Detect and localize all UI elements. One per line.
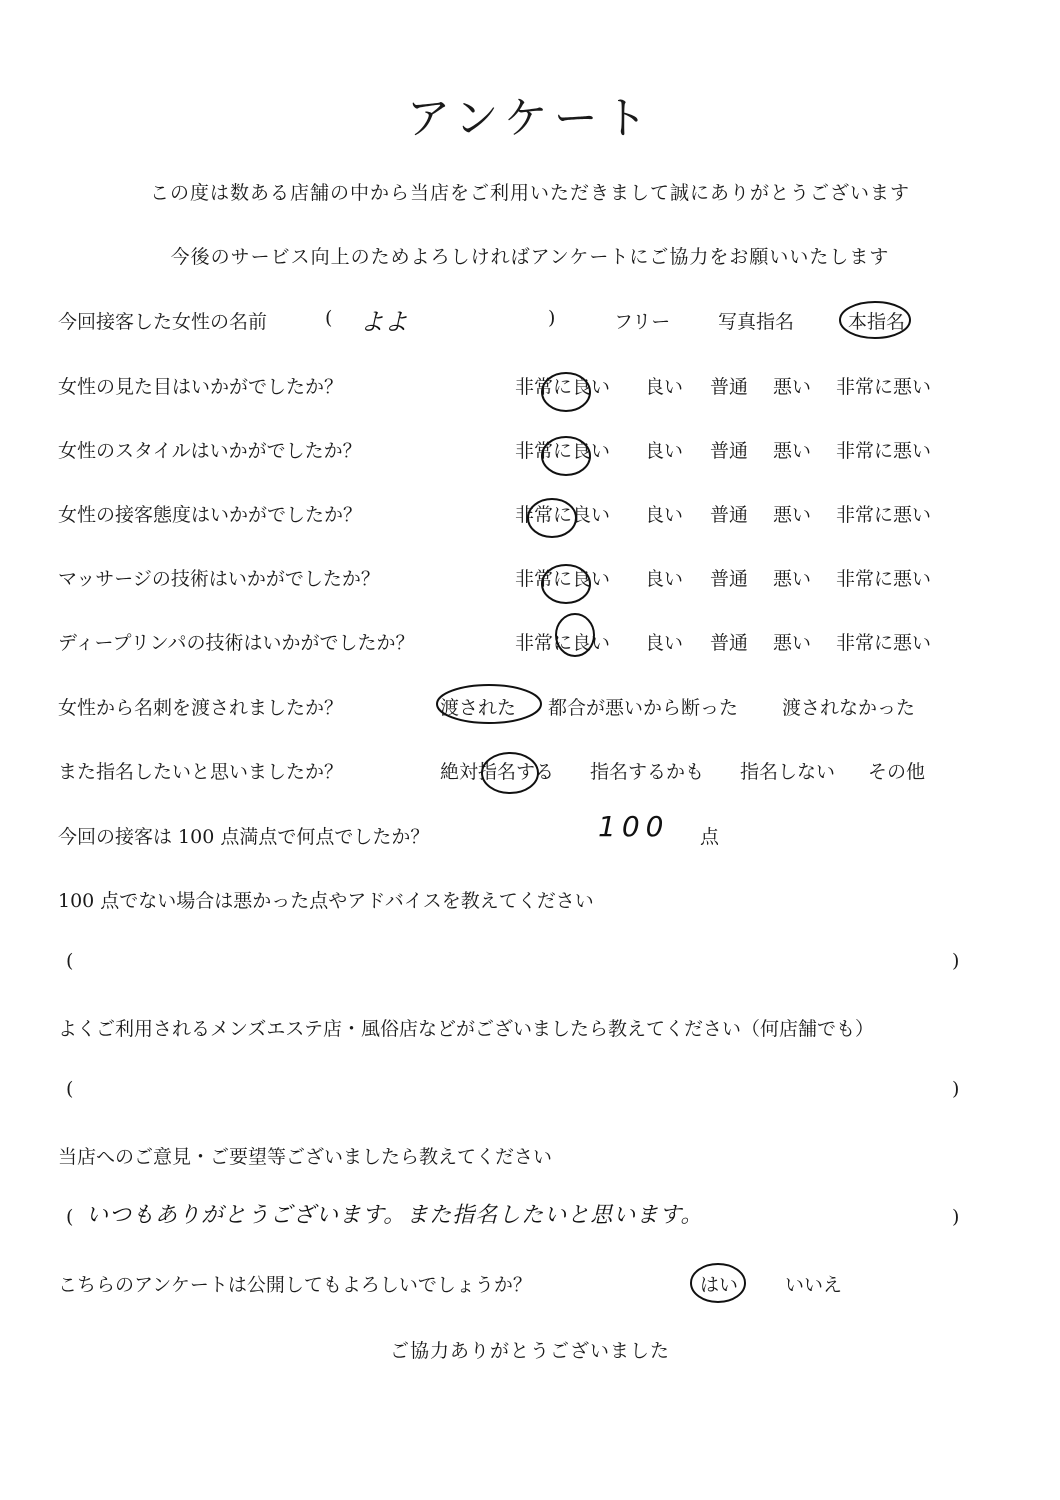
rating-appearance-very-good[interactable]: 非常に良い: [515, 376, 611, 398]
rating-attitude-very-bad[interactable]: 非常に悪い: [836, 504, 932, 526]
rating-deep-lymph-very-good[interactable]: 非常に良い: [515, 632, 611, 654]
rating-attitude-bad[interactable]: 悪い: [773, 504, 812, 526]
option-publish-yes[interactable]: はい: [700, 1274, 739, 1296]
opinion-open-paren: (: [66, 1206, 74, 1228]
rating-massage-very-good[interactable]: 非常に良い: [515, 568, 611, 590]
option-other[interactable]: その他: [868, 761, 926, 783]
rating-style-very-good[interactable]: 非常に良い: [515, 440, 611, 462]
rating-attitude-very-good[interactable]: 非常に良い: [515, 504, 611, 526]
rating-style-very-bad[interactable]: 非常に悪い: [836, 440, 932, 462]
question-opinion: 当店へのご意見・ご要望等ございましたら教えてください: [58, 1146, 553, 1168]
rating-style-good[interactable]: 良い: [645, 440, 684, 462]
name-close-paren: ): [548, 307, 556, 329]
option-card-not-received[interactable]: 渡されなかった: [782, 697, 916, 719]
question-deep-lymph: ディープリンパの技術はいかがでしたか？: [58, 632, 415, 654]
advice-close-paren: ): [952, 950, 960, 972]
rating-massage-normal[interactable]: 普通: [710, 568, 749, 590]
rating-deep-lymph-good[interactable]: 良い: [645, 632, 684, 654]
rating-appearance-normal[interactable]: 普通: [710, 376, 749, 398]
rating-massage-bad[interactable]: 悪い: [773, 568, 812, 590]
question-massage: マッサージの技術はいかがでしたか？: [58, 568, 380, 590]
option-maybe-nominate[interactable]: 指名するかも: [590, 761, 705, 783]
rating-massage-good[interactable]: 良い: [645, 568, 684, 590]
score-answer[interactable]: 100: [598, 810, 670, 843]
option-card-received[interactable]: 渡された: [440, 697, 517, 719]
question-attitude: 女性の接客態度はいかがでしたか？: [58, 504, 363, 526]
name-open-paren: (: [325, 307, 333, 329]
advice-open-paren: (: [66, 950, 74, 972]
rating-attitude-good[interactable]: 良い: [645, 504, 684, 526]
question-appearance: 女性の見た目はいかがでしたか？: [58, 376, 344, 398]
rating-style-bad[interactable]: 悪い: [773, 440, 812, 462]
option-photo-nomination[interactable]: 写真指名: [718, 311, 795, 333]
rating-appearance-bad[interactable]: 悪い: [773, 376, 812, 398]
other-shops-close-paren: ): [952, 1078, 960, 1100]
question-score: 今回の接客は 100 点満点で何点でしたか？: [58, 826, 430, 848]
option-real-nomination[interactable]: 本指名: [848, 311, 906, 333]
footer-thanks: ご協力ありがとうございました: [389, 1340, 670, 1362]
intro-line-2: 今後のサービス向上のためよろしければアンケートにご協力をお願いいたします: [170, 246, 890, 268]
other-shops-open-paren: (: [66, 1078, 74, 1100]
opinion-close-paren: ): [952, 1206, 960, 1228]
question-publish: こちらのアンケートは公開してもよろしいでしょうか？: [58, 1274, 532, 1296]
intro-line-1: この度は数ある店舗の中から当店をご利用いただきまして誠にありがとうございます: [149, 182, 910, 204]
rating-attitude-normal[interactable]: 普通: [710, 504, 749, 526]
option-free[interactable]: フリー: [614, 311, 671, 333]
rating-massage-very-bad[interactable]: 非常に悪い: [836, 568, 932, 590]
rating-style-normal[interactable]: 普通: [710, 440, 749, 462]
rating-deep-lymph-bad[interactable]: 悪い: [773, 632, 812, 654]
question-style: 女性のスタイルはいかがでしたか？: [58, 440, 362, 462]
staff-name-answer[interactable]: よよ: [360, 308, 408, 336]
option-card-declined[interactable]: 都合が悪いから断った: [548, 697, 739, 719]
option-not-nominate[interactable]: 指名しない: [740, 761, 836, 783]
rating-deep-lymph-normal[interactable]: 普通: [710, 632, 749, 654]
score-unit: 点: [700, 826, 720, 848]
rating-deep-lymph-very-bad[interactable]: 非常に悪い: [836, 632, 932, 654]
question-staff-name: 今回接客した女性の名前: [58, 311, 268, 333]
question-advice: 100 点でない場合は悪かった点やアドバイスを教えてください: [58, 890, 594, 912]
option-definitely-nominate[interactable]: 絶対指名する: [440, 761, 555, 783]
opinion-answer[interactable]: いつもありがとうございます。また指名したいと思います。: [86, 1203, 704, 1228]
rating-appearance-very-bad[interactable]: 非常に悪い: [836, 376, 932, 398]
option-publish-no[interactable]: いいえ: [785, 1274, 843, 1296]
rating-appearance-good[interactable]: 良い: [645, 376, 684, 398]
question-nominate-again: また指名したいと思いましたか？: [58, 761, 344, 783]
survey-title: アンケート: [406, 93, 654, 144]
question-other-shops: よくご利用されるメンズエステ店・風俗店などがございましたら教えてください（何店舗でも）: [58, 1018, 875, 1040]
question-business-card: 女性から名刺を渡されましたか？: [58, 697, 344, 719]
